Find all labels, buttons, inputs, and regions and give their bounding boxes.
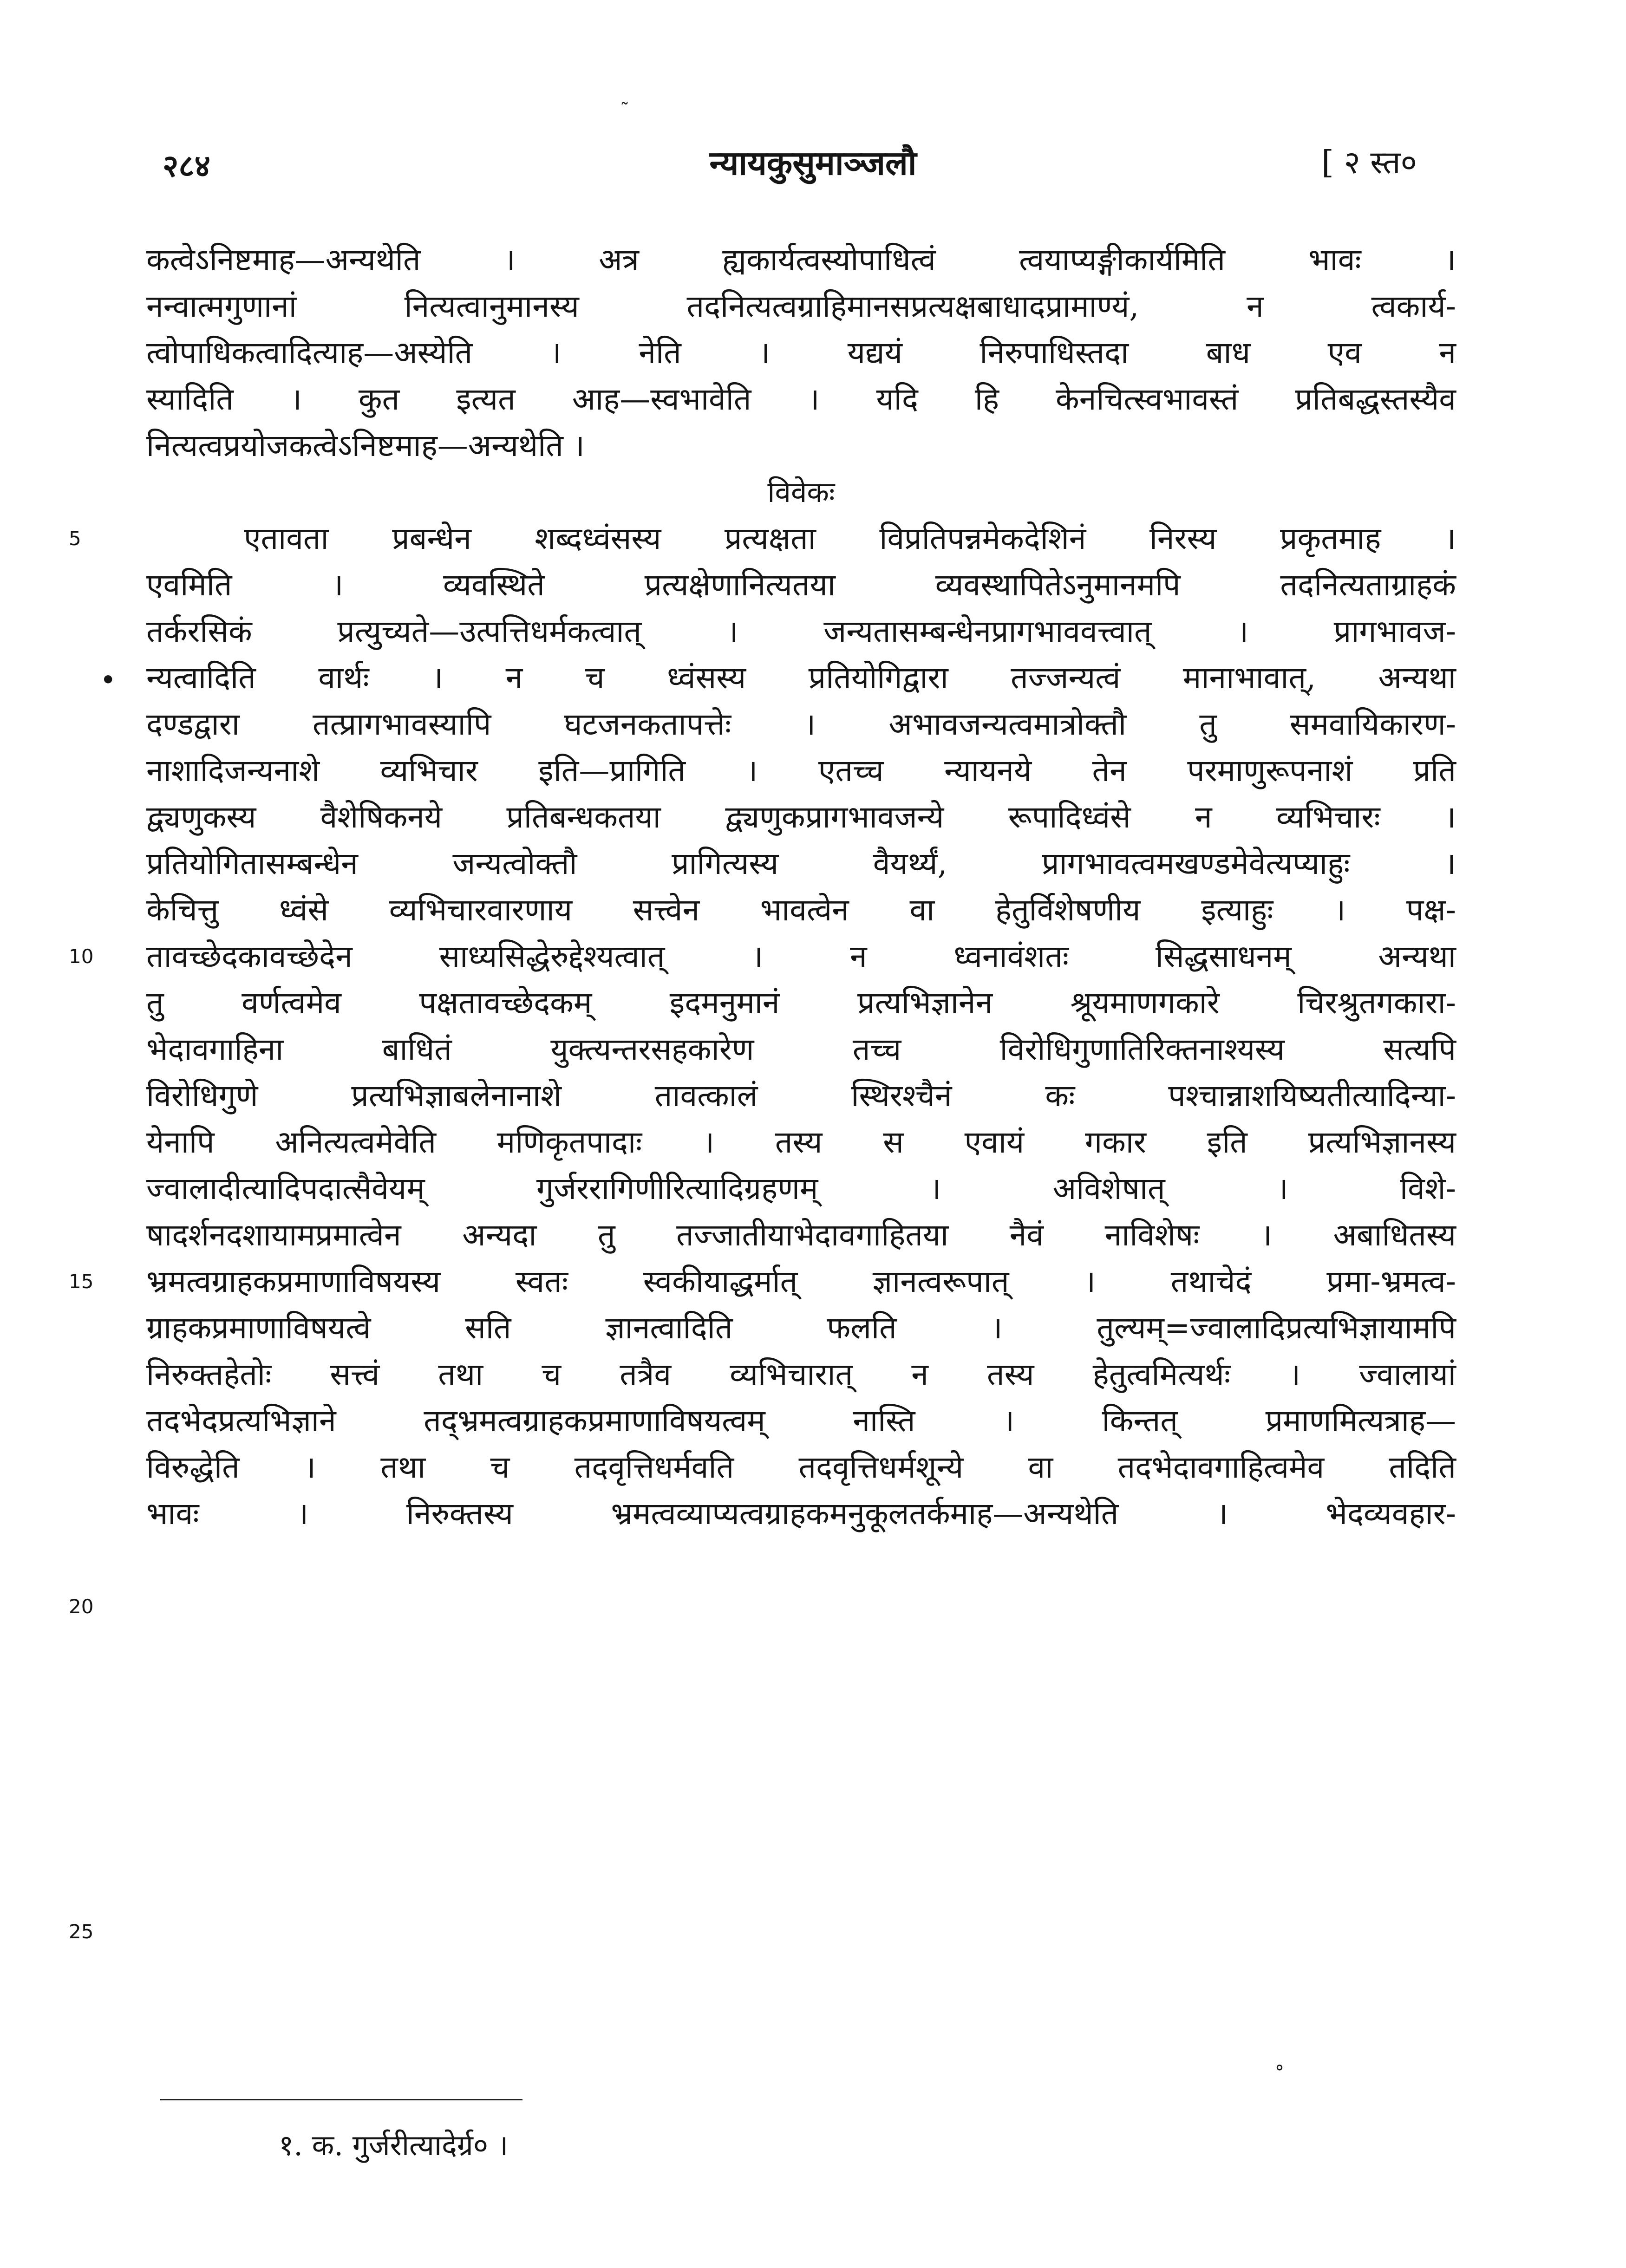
- text-line: भेदावगाहिना बाधितं युक्त्यन्तरसहकारेण तच्च विरोधिगुणातिरिक्तनाश्यस्य सत्यपि: [146, 1031, 1456, 1067]
- page-number: २८४: [163, 148, 210, 184]
- line-number: 15: [69, 1270, 94, 1293]
- text-line: त्वोपाधिकत्वादित्याह—अस्येति । नेति । यद्ययं निरुपाधिस्तदा बाध एव न: [146, 335, 1456, 371]
- text-line: भ्रमत्वग्राहकप्रमाणाविषयस्य स्वतः स्वकीयाद्धर्मात् ज्ञानत्वरूपात् । तथाचेदं प्रमा-भ्रमत्व-: [146, 1264, 1456, 1299]
- text-line: विरुद्धेति । तथा च तदवृत्तिधर्मवति तदवृत्तिधर्मशून्ये वा तदभेदावगाहित्वमेव तदिति: [146, 1449, 1456, 1485]
- text-line: विरोधिगुणे प्रत्यभिज्ञाबलेनानाशे तावत्कालं स्थिरश्चैनं कः पश्चान्नाशयिष्यतीत्यादिन्या-: [146, 1078, 1456, 1114]
- text-line: नित्यत्वप्रयोजकत्वेऽनिष्टमाह—अन्यथेति ।: [146, 428, 585, 463]
- line-number: 5: [69, 527, 81, 550]
- text-line: ज्वालादीत्यादिपदात्सैवेयम् गुर्जररागिणीरित्यादिग्रहणम् । अविशेषात् । विशे-: [146, 1171, 1456, 1206]
- text-line: भावः । निरुक्तस्य भ्रमत्वव्याप्यत्वग्राहकमनुकूलतर्कमाह—अन्यथेति । भेदव्यवहार-: [146, 1496, 1456, 1532]
- text-line: स्यादिति । कुत इत्यत आह—स्वभावेति । यदि हि केनचित्स्वभावस्तं प्रतिबद्धस्तस्यैव: [146, 381, 1456, 417]
- commentary-text: [146, 237, 1456, 1537]
- text-line: एतावता प्रबन्धेन शब्दध्वंसस्य प्रत्यक्षता विप्रतिपन्नमेकदेशिनं निरस्य प्रकृतमाह ।: [244, 521, 1456, 556]
- text-line: केचित्तु ध्वंसे व्यभिचारवारणाय सत्त्वेन भावत्वेन वा हेतुर्विशेषणीय इत्याहुः । पक्ष-: [146, 892, 1456, 928]
- text-line: प्रतियोगितासम्बन्धेन जन्यत्वोक्तौ प्रागित्यस्य वैयर्थ्यं, प्रागभावत्वमखण्डमेवेत्यप्याहुः ।: [146, 846, 1456, 881]
- text-line: न्यत्वादिति वार्थः । न च ध्वंसस्य प्रतियोगिद्वारा तज्जन्यत्वं मानाभावात्, अन्यथा: [146, 660, 1456, 696]
- text-line: दण्डद्वारा तत्प्रागभावस्यापि घटजनकतापत्तेः । अभावजन्यत्वमात्रोक्तौ तु समवायिकारण-: [146, 706, 1456, 742]
- page-header: [0, 139, 1626, 204]
- text-line: षादर्शनदशायामप्रमात्वेन अन्यदा तु तज्जातीयाभेदावगाहितया नैवं नाविशेषः । अबाधितस्य: [146, 1217, 1456, 1253]
- line-number: 20: [69, 1595, 94, 1618]
- text-line: तदभेदप्रत्यभिज्ञाने तद्भ्रमत्वग्राहकप्रमाणाविषयत्वम् नास्ति । किन्तत् प्रमाणमित्यत्राह—: [146, 1403, 1456, 1439]
- text-line: तर्करसिकं प्रत्युच्यते—उत्पत्तिधर्मकत्वात् । जन्यतासम्बन्धेनप्रागभाववत्त्वात् । प्रागभावज-: [146, 613, 1456, 649]
- running-title: न्यायकुसुमाञ्जलौ: [709, 143, 917, 182]
- text-line: येनापि अनित्यत्वमेवेति मणिकृतपादाः । तस्य स एवायं गकार इति प्रत्यभिज्ञानस्य: [146, 1124, 1456, 1160]
- text-line: नाशादिजन्यनाशे व्यभिचार इति—प्रागिति । एतच्च न्यायनये तेन परमाणुरूपनाशं प्रति: [146, 753, 1456, 789]
- text-line: नन्वात्मगुणानां नित्यत्वानुमानस्य तदनित्यत्वग्राहिमानसप्रत्यक्षबाधादप्रामाण्यं, न त्वकार्य-: [146, 288, 1456, 324]
- subheading-viveka: विवेकः: [767, 475, 835, 509]
- text-line: निरुक्तहेतोः सत्त्वं तथा च तत्रैव व्यभिचारात् न तस्य हेतुत्वमित्यर्थः । ज्वालायां: [146, 1356, 1456, 1392]
- footnote-rule: [160, 2099, 522, 2100]
- text-line: कत्वेऽनिष्टमाह—अन्यथेति । अत्र ह्यकार्यत्वस्योपाधित्वं त्वयाप्यङ्गीकार्यमिति भावः ।: [146, 242, 1456, 278]
- text-line: द्व्यणुकस्य वैशेषिकनये प्रतिबन्धकतया द्व्यणुकप्रागभावजन्ये रूपादिध्वंसे न व्यभिचारः ।: [146, 799, 1456, 835]
- footnote: १. क. गुर्जरीत्यादेर्ग्र० ।: [279, 2128, 509, 2162]
- print-mark: °: [1275, 2062, 1284, 2083]
- print-mark: ˜: [620, 100, 629, 121]
- print-mark: •: [100, 664, 117, 697]
- text-line: तु वर्णत्वमेव पक्षतावच्छेदकम् इदमनुमानं प्रत्यभिज्ञानेन श्रूयमाणगकारे चिरश्रुतगकारा-: [146, 985, 1456, 1021]
- text-line: ग्राहकप्रमाणाविषयत्वे सति ज्ञानत्वादिति फलति । तुल्यम्=ज्वालादिप्रत्यभिज्ञायामपि: [146, 1310, 1456, 1346]
- text-line: तावच्छेदकावच्छेदेन साध्यसिद्धेरुद्देश्यत्वात् । न ध्वनावंशतः सिद्धसाधनम् अन्यथा: [146, 938, 1456, 974]
- section-marker: [ २ स्त०: [1321, 144, 1417, 181]
- text-line: एवमिति । व्यवस्थिते प्रत्यक्षेणानित्यतया व्यवस्थापितेऽनुमानमपि तदनित्यताग्राहकं: [146, 567, 1456, 603]
- line-number: 25: [69, 1920, 94, 1943]
- line-number: 10: [69, 945, 94, 968]
